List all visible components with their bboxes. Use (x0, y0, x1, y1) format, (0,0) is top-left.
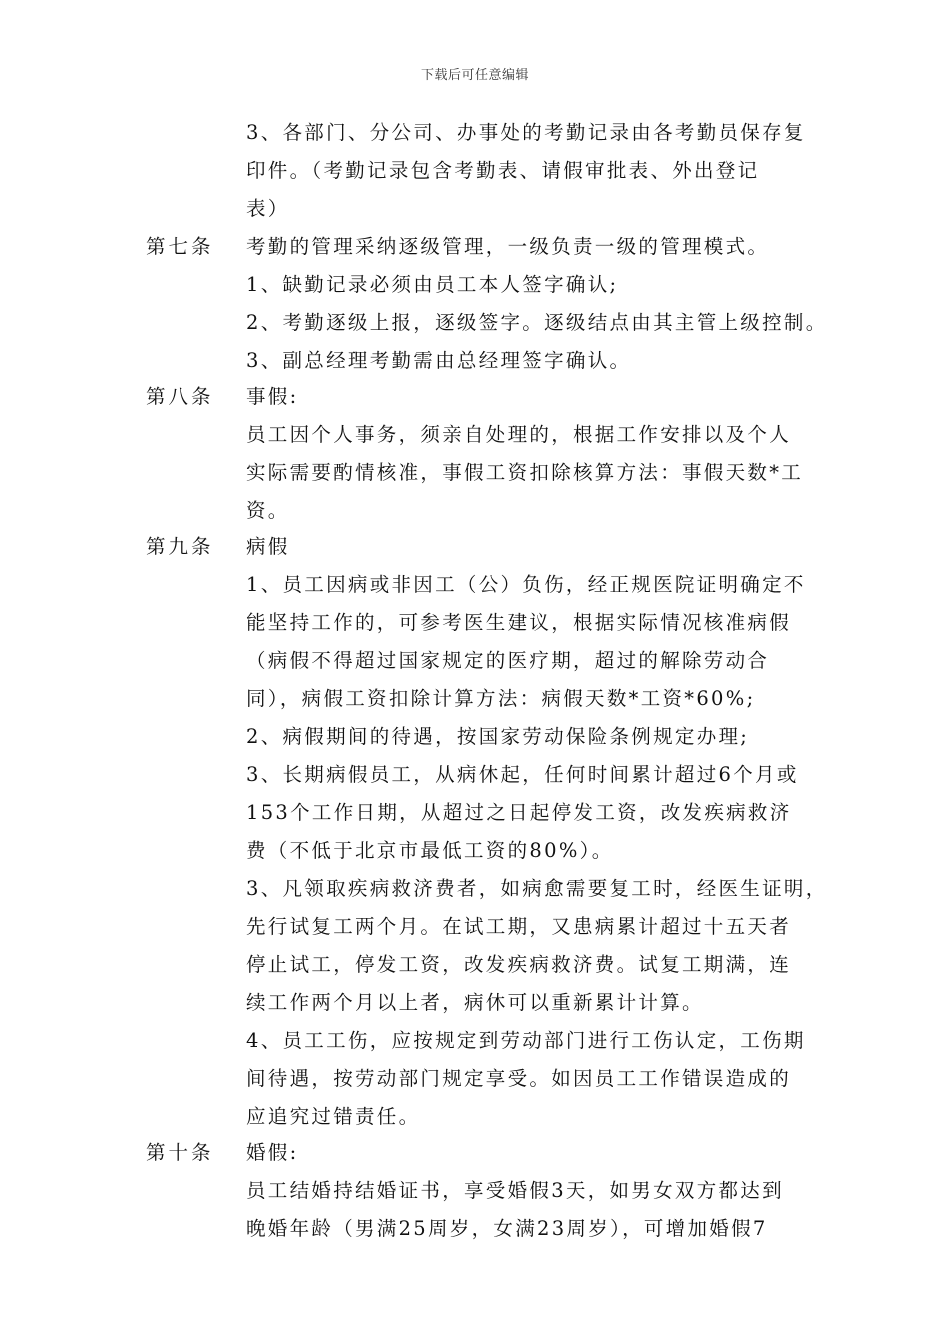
line-17: 2、病假期间的待遇，按国家劳动保险条例规定办理; (246, 725, 750, 748)
line-7: 3、副总经理考勤需由总经理签字确认。 (246, 349, 632, 372)
line-1: 3、各部门、分公司、办事处的考勤记录由各考勤员保存复 (246, 121, 806, 144)
line-9: 员工因个人事务，须亲自处理的，根据工作安排以及个人 (246, 423, 792, 446)
line-2: 印件。（考勤记录包含考勤表、请假审批表、外出登记 (246, 159, 760, 182)
line-23: 停止试工，停发工资，改发疾病救济费。试复工期满，连 (246, 953, 792, 976)
line-11: 资。 (246, 499, 290, 522)
line-19: 153个工作日期，从超过之日起停发工资，改发疾病救济 (246, 801, 792, 824)
line-26: 间待遇，按劳动部门规定享受。如因员工工作错误造成的 (246, 1067, 792, 1090)
line-24: 续工作两个月以上者，病休可以重新累计计算。 (246, 991, 704, 1014)
line-18: 3、长期病假员工，从病休起，任何时间累计超过6个月或 (246, 763, 799, 786)
line-4: 考勤的管理采纳逐级管理，一级负责一级的管理模式。 (246, 235, 770, 258)
line-25: 4、员工工伤，应按规定到劳动部门进行工伤认定，工伤期 (246, 1029, 806, 1052)
line-20: 费（不低于北京市最低工资的80%）。 (246, 839, 614, 862)
line-10: 实际需要酌情核准，事假工资扣除核算方法：事假天数*工 (246, 461, 804, 484)
line-29: 员工结婚持结婚证书，享受婚假3天，如男女双方都达到 (246, 1179, 784, 1202)
line-8: 事假: (246, 385, 299, 408)
article-7-label: 第七条 (146, 235, 214, 258)
page-header: 下载后可任意编辑 (420, 68, 529, 83)
line-16: 同），病假工资扣除计算方法：病假天数*工资*60%; (246, 687, 756, 710)
line-14: 能坚持工作的，可参考医生建议，根据实际情况核准病假 (246, 611, 792, 634)
line-6: 2、考勤逐级上报，逐级签字。逐级结点由其主管上级控制。 (246, 311, 828, 334)
line-3: 表） (246, 197, 290, 220)
line-21: 3、凡领取疾病救济费者，如病愈需要复工时，经医生证明， (246, 877, 828, 900)
article-8-label: 第八条 (146, 385, 214, 408)
line-22: 先行试复工两个月。在试工期，又患病累计超过十五天者 (246, 915, 792, 938)
line-28: 婚假: (246, 1141, 299, 1164)
line-12: 病假 (246, 535, 290, 558)
line-13: 1、员工因病或非因工（公）负伤，经正规医院证明确定不 (246, 573, 806, 596)
line-15: （病假不得超过国家规定的医疗期，超过的解除劳动合 (246, 649, 770, 672)
line-5: 1、缺勤记录必须由员工本人签字确认; (246, 273, 619, 296)
line-27: 应追究过错责任。 (246, 1105, 421, 1128)
line-30: 晚婚年龄（男满25周岁，女满23周岁），可增加婚假7 (246, 1217, 768, 1240)
article-9-label: 第九条 (146, 535, 214, 558)
article-10-label: 第十条 (146, 1141, 214, 1164)
